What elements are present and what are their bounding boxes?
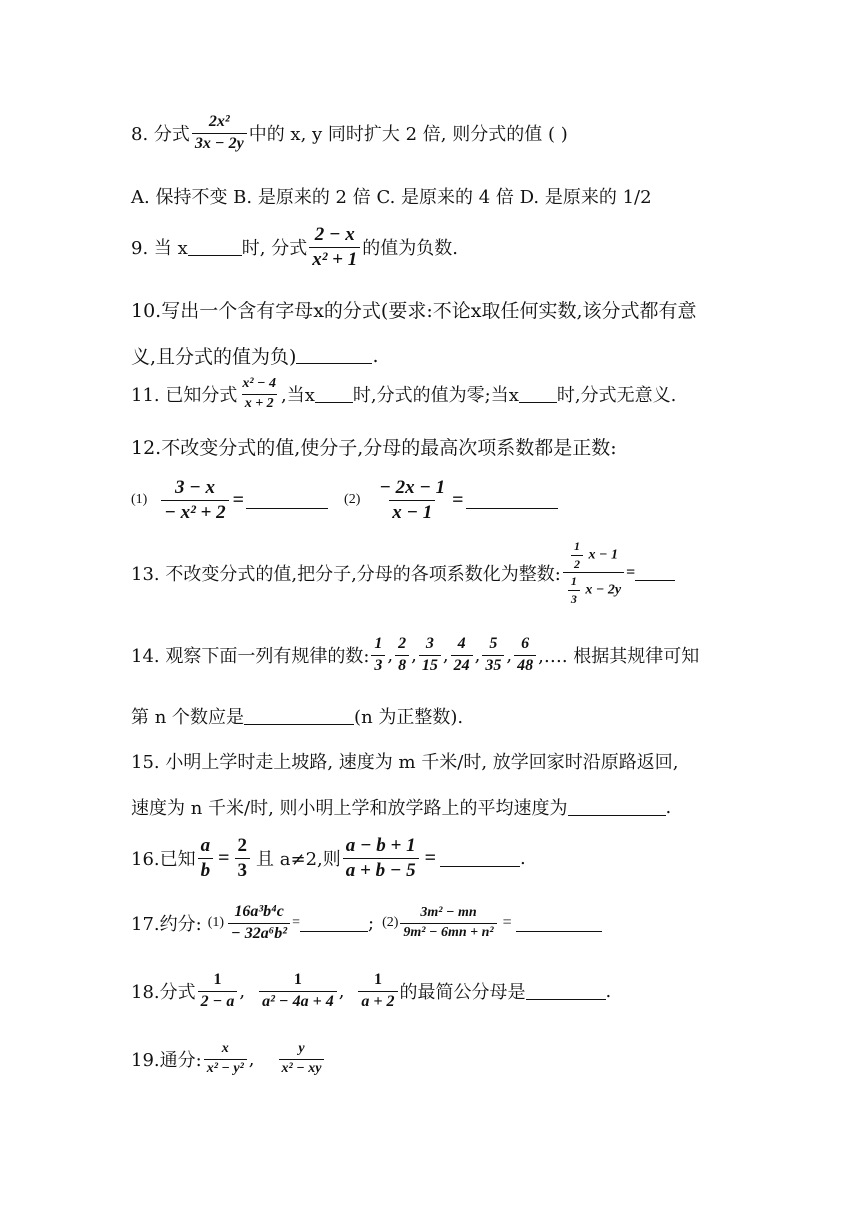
q13-numerator — [566, 540, 621, 572]
q18-comma-2: , — [338, 980, 345, 1002]
q17-prefix: 17.约分: — [131, 914, 202, 936]
question-17 — [131, 904, 602, 943]
q12-part1-denominator: − x² + 2 — [161, 500, 228, 523]
q14-term-4 — [451, 636, 473, 675]
q11-mid1: ,当x — [281, 385, 315, 407]
q15-answer-blank[interactable] — [568, 799, 666, 816]
q17-part1-equals: = — [292, 915, 300, 931]
q18-fraction-1 — [198, 972, 238, 1011]
q8-fraction — [192, 114, 247, 153]
q8-options: A. 保持不变 B. 是原来的 2 倍 C. 是原来的 4 倍 D. 是原来的 1/2 — [131, 187, 652, 208]
q13-num-coef-d: 2 — [571, 555, 583, 571]
q18-f1-den: 2 − a — [198, 991, 238, 1011]
q12-part1-equals: = — [232, 488, 245, 511]
q14-term-6-den: 48 — [514, 655, 536, 675]
q8-suffix: 中的 x, y 同时扩大 2 倍, 则分式的值 ( ) — [248, 124, 568, 146]
q16-numerator: a − b + 1 — [345, 835, 416, 856]
q18-prefix: 18.分式 — [131, 982, 196, 1004]
q19-f1-den: x² − y² — [204, 1059, 247, 1077]
q12-part1-label: (1) — [131, 492, 148, 508]
q14-tail: ,…. 根据其规律可知 — [538, 646, 700, 668]
q16-ratio-value — [235, 836, 251, 881]
q18-comma-1: , — [239, 980, 246, 1002]
q11-mid2: 时,分式的值为零;当x — [352, 385, 519, 407]
q17-part1-numerator: 16a³b⁴c — [234, 903, 284, 920]
q9-fraction — [309, 225, 360, 270]
q15-line2: 速度为 n 千米/时, 则小明上学和放学路上的平均速度为 — [131, 798, 568, 819]
q17-part2-blank[interactable] — [516, 915, 602, 932]
q18-f3-den: a + 2 — [358, 991, 397, 1011]
q11-suffix: 时,分式无意义. — [556, 385, 677, 407]
q10-answer-blank[interactable] — [296, 347, 372, 364]
q14-term-3-num: 3 — [425, 635, 434, 652]
q12-part2-label: (2) — [344, 492, 361, 508]
q16-fraction — [343, 836, 419, 881]
q14-text: 14. 观察下面一列有规律的数: — [131, 646, 370, 668]
q12-text: 12.不改变分式的值,使分子,分母的最高次项系数都是正数: — [131, 437, 617, 459]
q17-part2-denominator: 9m² − 6mn + n² — [400, 923, 496, 941]
q19-prefix: 19.通分: — [131, 1050, 202, 1072]
q11-denominator: x + 2 — [242, 394, 277, 412]
q14-term-3 — [419, 636, 441, 675]
q18-f1-num: 1 — [213, 971, 222, 988]
q14-term-5-den: 35 — [482, 655, 504, 675]
q13-num-coef-n: 1 — [573, 539, 580, 553]
q9-suffix: 的值为负数. — [362, 238, 458, 260]
q12-part1-numerator: 3 − x — [174, 477, 215, 498]
q14-term-1-den: 3 — [371, 655, 385, 675]
q13-text: 13. 不改变分式的值,把分子,分母的各项系数化为整数: — [131, 563, 561, 585]
q14-term-4-den: 24 — [451, 655, 473, 675]
q12-part2-denominator: x − 1 — [389, 500, 435, 523]
question-8 — [131, 114, 568, 153]
q13-den-coef-n: 1 — [570, 574, 577, 589]
q14-term-2 — [395, 636, 409, 675]
q16-equals-1: = — [218, 846, 230, 869]
q15-end: . — [665, 796, 672, 818]
q13-den-rest: x − 2y — [585, 582, 622, 598]
q14-term-5 — [482, 636, 504, 675]
q16-answer-blank[interactable] — [440, 850, 520, 867]
q17-part2-fraction — [400, 906, 496, 940]
q8-denominator: 3x − 2y — [192, 133, 247, 153]
question-15-line2 — [131, 794, 671, 820]
question-10-line2 — [131, 342, 379, 369]
q11-numerator: x² − 4 — [242, 376, 277, 391]
q19-fraction-2 — [279, 1042, 325, 1076]
question-9 — [131, 225, 458, 270]
q16-equals-2: = — [424, 846, 437, 869]
q18-end: . — [605, 980, 612, 1002]
q14-answer-blank[interactable] — [244, 708, 354, 725]
q11-blank-undefined[interactable] — [519, 386, 557, 403]
q14-term-6-num: 6 — [521, 635, 530, 652]
q9-mid: 时, 分式 — [241, 238, 308, 260]
q18-suffix: 的最简公分母是 — [399, 982, 526, 1004]
q9-numerator: 2 − x — [314, 224, 355, 245]
q19-f1-num: x — [221, 1041, 229, 1056]
question-11 — [131, 377, 676, 411]
q16-b: b — [198, 858, 214, 881]
q17-part1-denominator: − 32a⁶b² — [228, 923, 290, 943]
q11-prefix: 11. 已知分式 — [131, 385, 238, 407]
q13-num-rest: x − 1 — [588, 547, 618, 563]
q18-f2-num: 1 — [293, 971, 302, 988]
q19-fraction-1 — [204, 1042, 247, 1076]
question-18 — [131, 972, 611, 1011]
q10-line1: 10.写出一个含有字母x的分式(要求:不论x取任何实数,该分式都有意 — [131, 300, 697, 322]
q11-fraction — [239, 377, 279, 411]
q13-equals: = — [626, 563, 636, 581]
q18-fraction-2 — [259, 972, 337, 1011]
question-19 — [131, 1042, 326, 1076]
q19-f2-den: x² − xy — [279, 1059, 325, 1077]
q17-part2-numerator: 3m² − mn — [420, 905, 477, 921]
q17-part1-label: (1) — [207, 915, 225, 931]
q16-ratio-num: 2 — [237, 835, 248, 856]
q19-comma: , — [248, 1048, 255, 1070]
q17-part2-label: (2) — [382, 915, 399, 931]
q14-term-1 — [371, 636, 385, 675]
q16-ratio-ab — [198, 836, 214, 881]
question-14-line2 — [131, 703, 463, 729]
q12-part1-blank[interactable] — [246, 492, 328, 509]
q14-term-6 — [514, 636, 536, 675]
q14-term-2-num: 2 — [398, 635, 407, 652]
q9-prefix: 9. 当 x — [131, 238, 188, 260]
q12-part2-equals: = — [452, 488, 464, 511]
q9-denominator: x² + 1 — [309, 247, 360, 270]
q9-answer-blank[interactable] — [188, 239, 242, 256]
q13-denominator — [563, 572, 624, 605]
q14-term-1-num: 1 — [374, 635, 383, 652]
q13-fraction — [563, 540, 624, 605]
q16-mid: 且 a≠2,则 — [256, 849, 341, 871]
q17-part1-fraction — [228, 904, 290, 943]
question-14: 14. 观察下面一列有规律的数: $\frac{1}{3}$ , $\frac{2}{8}$ , $\frac{3}{15}$ , $\frac{4}{24}$ , $\frac{5}{35}$ , $\frac{6}{48}$ ,…. 根据其规律可知 — [131, 635, 700, 674]
q12-part2-fraction — [376, 478, 448, 523]
q13-num-coef — [571, 540, 583, 570]
q12-part2-numerator: − 2x − 1 — [379, 477, 446, 498]
q13-den-coef-d: 3 — [568, 590, 580, 606]
question-16 — [131, 836, 526, 881]
q14-term-5-num: 5 — [489, 635, 498, 652]
q10-line2a: 义,且分式的值为负) — [131, 346, 297, 368]
q17-part1-blank[interactable] — [300, 915, 368, 932]
q18-f3-num: 1 — [373, 971, 382, 988]
q18-answer-blank[interactable] — [526, 983, 606, 1000]
q13-answer-blank[interactable] — [635, 564, 675, 581]
q12-part2-blank[interactable] — [466, 492, 558, 509]
q16-prefix: 16.已知 — [131, 849, 196, 871]
q15-line1: 15. 小明上学时走上坡路, 速度为 m 千米/时, 放学回家时沿原路返回, — [131, 752, 679, 773]
q8-prefix: 8. 分式 — [131, 124, 190, 146]
q17-separator: ; — [368, 912, 375, 934]
q14-line2b: (n 为正整数). — [354, 707, 464, 728]
q14-line2a: 第 n 个数应是 — [131, 707, 245, 728]
q16-denominator: a + b − 5 — [343, 858, 419, 881]
q13-den-coef — [568, 575, 580, 605]
question-13 — [131, 540, 675, 605]
q17-part2-equals: = — [502, 914, 512, 932]
q18-f2-den: a² − 4a + 4 — [259, 991, 337, 1011]
q18-fraction-3 — [358, 972, 397, 1011]
q14-term-2-den: 8 — [395, 655, 409, 675]
q16-end: . — [520, 847, 526, 869]
q12-part1-fraction — [161, 478, 228, 523]
q16-ratio-den: 3 — [235, 858, 251, 881]
q14-term-3-den: 15 — [419, 655, 441, 675]
q14-term-4-num: 4 — [457, 635, 466, 652]
question-12-parts — [131, 478, 558, 523]
q8-numerator: 2x² — [208, 113, 230, 130]
q11-blank-zero[interactable] — [315, 386, 353, 403]
q10-line2b: . — [372, 344, 379, 367]
q16-a: a — [200, 835, 211, 856]
q19-f2-num: y — [298, 1041, 305, 1056]
